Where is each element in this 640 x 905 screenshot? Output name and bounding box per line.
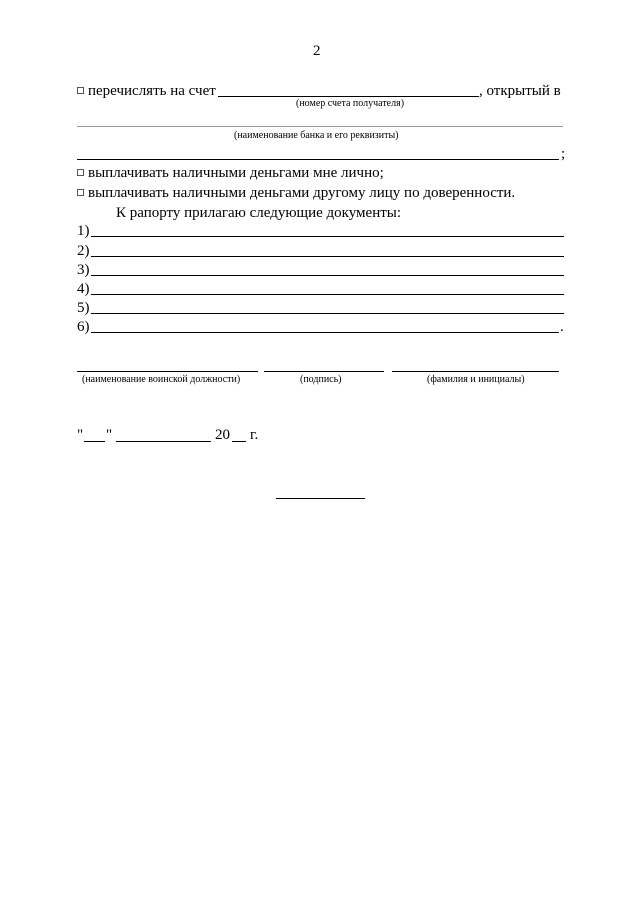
attachment-number: 6) bbox=[77, 319, 90, 335]
date-open-quote: " bbox=[77, 427, 84, 443]
attachment-line[interactable] bbox=[91, 294, 564, 295]
date-close-quote: " bbox=[106, 427, 113, 443]
attachment-line[interactable] bbox=[91, 275, 564, 276]
cash-other-option[interactable] bbox=[77, 184, 515, 202]
attachment-line[interactable] bbox=[91, 236, 564, 237]
attachment-number: 1) bbox=[77, 223, 90, 239]
year-suffix: г. bbox=[250, 427, 259, 443]
semicolon: ; bbox=[561, 146, 566, 162]
checkbox-icon[interactable] bbox=[77, 87, 84, 94]
checkbox-icon[interactable] bbox=[77, 169, 84, 176]
attachment-number: 2) bbox=[77, 243, 90, 259]
cash-self-label: выплачивать наличными деньгами мне лично; bbox=[88, 165, 384, 181]
checkbox-icon[interactable] bbox=[77, 189, 84, 196]
day-field[interactable] bbox=[84, 441, 105, 442]
full-name-caption: (фамилия и инициалы) bbox=[427, 374, 525, 385]
position-caption: (наименование воинской должности) bbox=[82, 374, 241, 385]
closing-divider bbox=[276, 498, 365, 499]
position-field[interactable] bbox=[77, 371, 258, 372]
attachment-line[interactable] bbox=[91, 313, 564, 314]
attachment-number: 3) bbox=[77, 262, 90, 278]
opened-in-text: , открытый в bbox=[479, 83, 561, 99]
transfer-option[interactable] bbox=[77, 82, 216, 100]
bank-details-caption: (наименование банка и его реквизиты) bbox=[234, 130, 399, 141]
bank-details-field-2[interactable] bbox=[77, 159, 559, 160]
signature-field[interactable] bbox=[264, 371, 384, 372]
attachments-heading: К рапорту прилагаю следующие документы: bbox=[116, 205, 402, 221]
page-number: 2 bbox=[313, 43, 321, 59]
attachment-line[interactable] bbox=[91, 332, 559, 333]
account-number-field[interactable] bbox=[218, 96, 479, 97]
cash-other-label: выплачивать наличными деньгами другому лицу по доверенности. bbox=[88, 185, 516, 201]
attachment-number: 4) bbox=[77, 281, 90, 297]
full-name-field[interactable] bbox=[392, 371, 559, 372]
year-field[interactable] bbox=[232, 441, 246, 442]
bank-details-field[interactable] bbox=[77, 126, 563, 127]
transfer-label: перечислять на счет bbox=[88, 83, 216, 99]
attachments-end-mark: . bbox=[560, 319, 564, 335]
cash-self-option[interactable] bbox=[77, 164, 384, 182]
attachment-number: 5) bbox=[77, 300, 90, 316]
signature-caption: (подпись) bbox=[300, 374, 342, 385]
account-number-caption: (номер счета получателя) bbox=[296, 98, 405, 109]
year-century: 20 bbox=[215, 427, 230, 443]
month-field[interactable] bbox=[116, 441, 211, 442]
attachment-line[interactable] bbox=[91, 256, 564, 257]
